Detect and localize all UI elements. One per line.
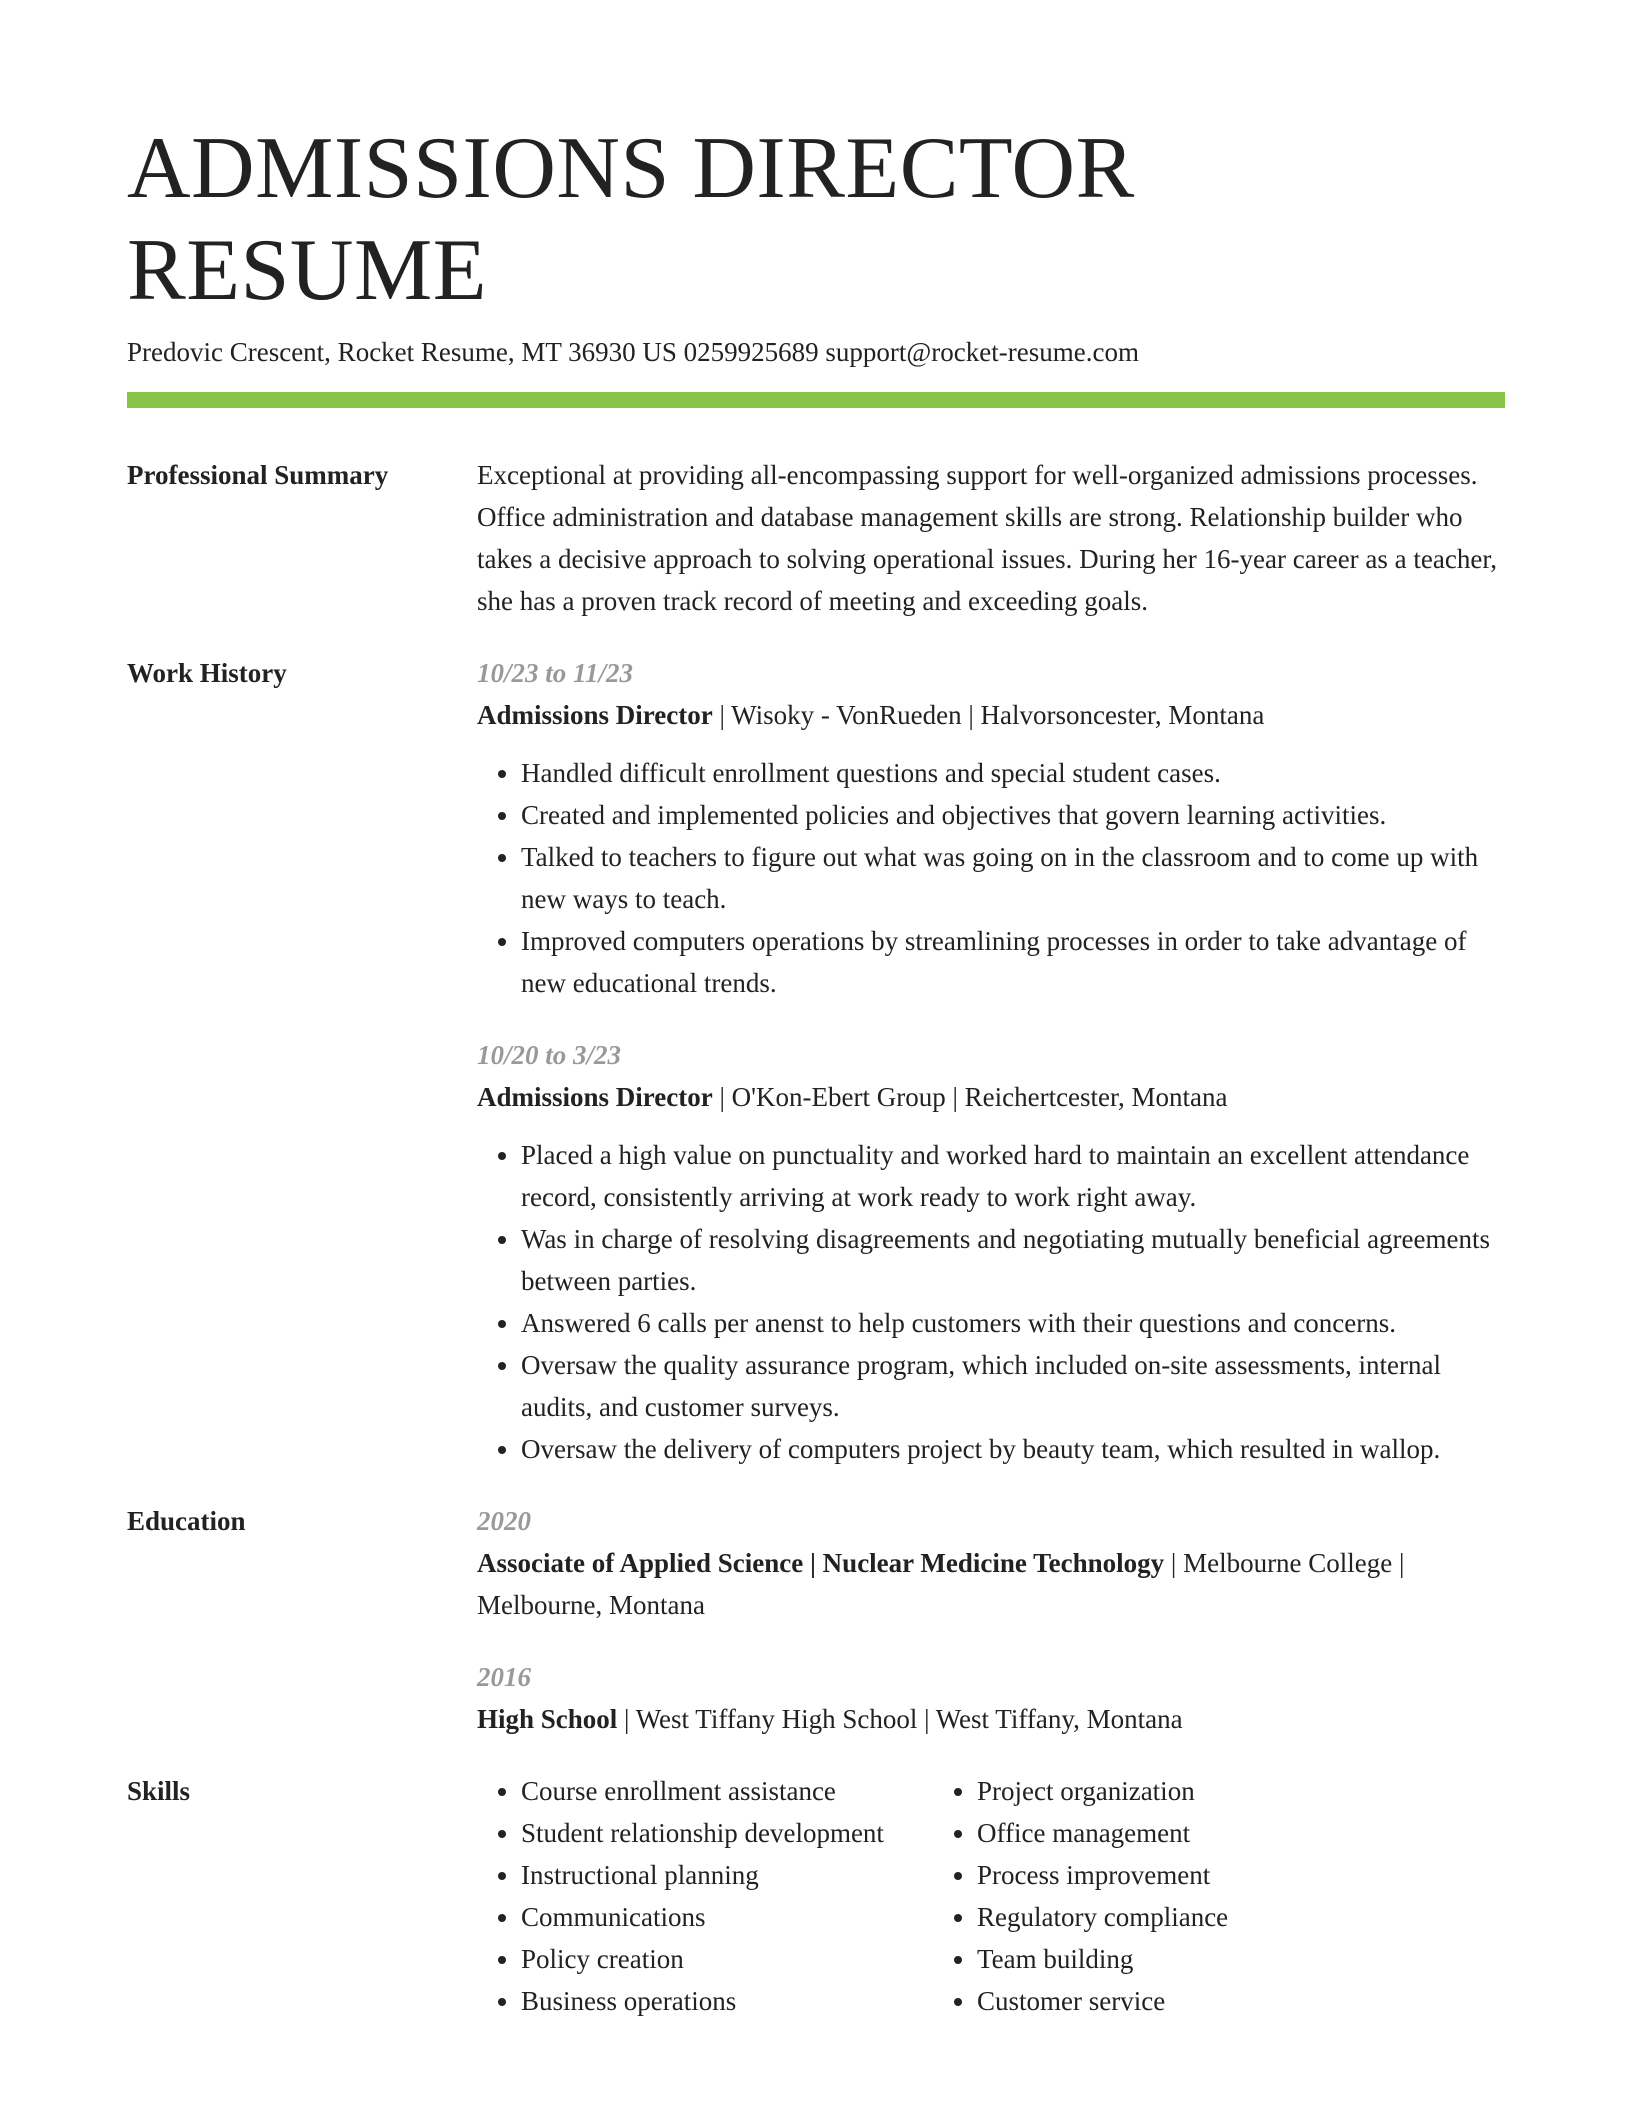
- education-entry-details: | West Tiffany High School | West Tiffany, Montana: [617, 1704, 1183, 1734]
- summary-section: [127, 454, 1505, 622]
- work-history-section: [127, 652, 1505, 1470]
- skill-item: • Regulatory compliance: [977, 1896, 1389, 1938]
- education-section: [127, 1500, 1505, 1740]
- list-item: • Was in charge of resolving disagreements and negotiating mutually beneficial agreements between parties.: [521, 1218, 1505, 1302]
- education-entry-title: High School: [477, 1704, 618, 1734]
- summary-body: [477, 454, 1505, 622]
- education-body: [477, 1500, 1505, 1740]
- work-entry-line: [477, 694, 1505, 736]
- education-entry: [477, 1656, 1505, 1740]
- accent-divider: [127, 392, 1505, 408]
- list-item: • Created and implemented policies and objectives that govern learning activities.: [521, 794, 1505, 836]
- list-item: • Handled difficult enrollment questions and special student cases.: [521, 752, 1505, 794]
- work-entry-bullets: [477, 752, 1505, 1004]
- work-entry-title: Admissions Director: [477, 700, 713, 730]
- skill-item: • Project organization: [977, 1770, 1389, 1812]
- education-entry: [477, 1500, 1505, 1626]
- resume-title: ADMISSIONS DIRECTOR RESUME: [127, 120, 1135, 319]
- skills-column-right: [933, 1770, 1389, 2022]
- work-entry: [477, 652, 1505, 1004]
- skill-item: • Process improvement: [977, 1854, 1389, 1896]
- education-entry-details: | Melbourne College | Melbourne, Montana: [477, 1548, 1405, 1620]
- list-item: • Oversaw the delivery of computers project by beauty team, which resulted in wallop.: [521, 1428, 1505, 1470]
- list-item: • Answered 6 calls per anenst to help customers with their questions and concerns.: [521, 1302, 1505, 1344]
- education-entry-date: 2020: [477, 1506, 531, 1536]
- skill-item: • Customer service: [977, 1980, 1389, 2022]
- work-history-body: [477, 652, 1505, 1470]
- skills-section: [127, 1770, 1505, 2022]
- work-entry-line: [477, 1076, 1505, 1118]
- skills-body: [477, 1770, 1505, 2022]
- skill-item: • Business operations: [521, 1980, 933, 2022]
- skill-item: • Student relationship development: [521, 1812, 933, 1854]
- list-item: • Oversaw the quality assurance program, which included on-site assessments, internal audits, and customer surveys.: [521, 1344, 1505, 1428]
- work-entry-details: | O'Kon-Ebert Group | Reichertcester, Montana: [712, 1082, 1228, 1112]
- education-entry-line: [477, 1542, 1505, 1626]
- skill-item: • Instructional planning: [521, 1854, 933, 1896]
- skills-grid: [477, 1770, 1505, 2022]
- education-entry-date: 2016: [477, 1662, 531, 1692]
- summary-text: Exceptional at providing all-encompassing support for well-organized admissions processes. Office administration and database management skills are strong. Relationship builder who takes a decisive approach to solving operational issues. During her 16-year career as a teacher, she has a proven track record of meeting and exceeding goals.: [477, 460, 1497, 616]
- summary-heading: Professional Summary: [127, 460, 389, 490]
- work-entry-bullets: [477, 1134, 1505, 1470]
- skills-column-left: [477, 1770, 933, 2022]
- education-heading: Education: [127, 1506, 246, 1536]
- list-item: • Improved computers operations by streamlining processes in order to take advantage of new educational trends.: [521, 920, 1505, 1004]
- education-entry-title: Associate of Applied Science | Nuclear Medicine Technology: [477, 1548, 1165, 1578]
- skill-item: • Course enrollment assistance: [521, 1770, 933, 1812]
- work-entry-details: | Wisoky - VonRueden | Halvorsoncester, Montana: [712, 700, 1265, 730]
- work-entry: [477, 1034, 1505, 1470]
- skill-item: • Policy creation: [521, 1938, 933, 1980]
- education-entry-line: [477, 1698, 1505, 1740]
- list-item: • Talked to teachers to figure out what was going on in the classroom and to come up with new ways to teach.: [521, 836, 1505, 920]
- skills-heading: Skills: [127, 1776, 191, 1806]
- work-entry-date: 10/20 to 3/23: [477, 1040, 622, 1070]
- work-entry-title: Admissions Director: [477, 1082, 713, 1112]
- skill-item: • Office management: [977, 1812, 1389, 1854]
- skill-item: • Team building: [977, 1938, 1389, 1980]
- list-item: • Placed a high value on punctuality and worked hard to maintain an excellent attendance record, consistently arriving at work ready to work right away.: [521, 1134, 1505, 1218]
- work-entry-date: 10/23 to 11/23: [477, 658, 634, 688]
- work-history-heading: Work History: [127, 658, 287, 688]
- contact-line: Predovic Crescent, Rocket Resume, MT 36930 US 0259925689 support@rocket-resume.com: [127, 337, 1139, 367]
- skill-item: • Communications: [521, 1896, 933, 1938]
